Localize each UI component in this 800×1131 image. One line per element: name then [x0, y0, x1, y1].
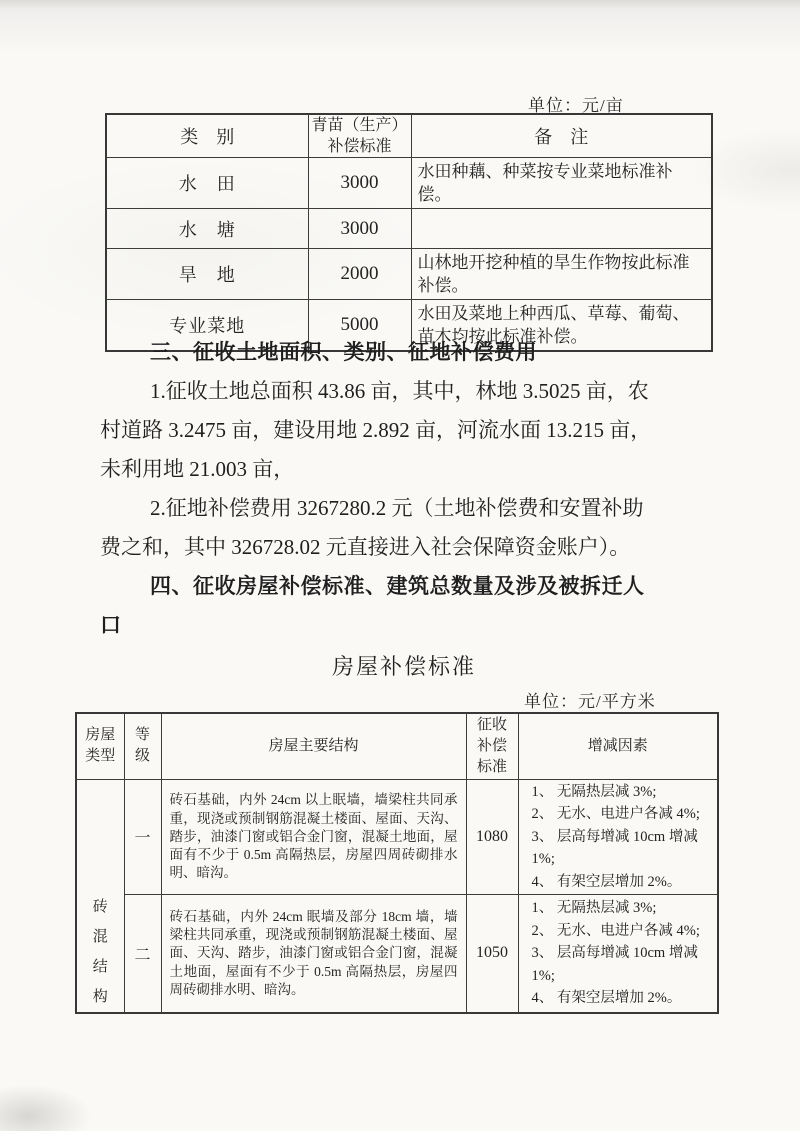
house-structure-description: 砖石基础，内外 24cm 以上眠墙，墙梁柱共同承重，现浇或预制钢筋混凝土楼面、屋面、天沟、踏步，油漆门窗或铝合金门窗，混凝土地面，屋面有不少于 0.5m 高隔热层，房屋四周砖砌排水明、暗沟。: [161, 779, 466, 895]
house-header-grade: 等级: [124, 713, 161, 779]
unit-label-yuan-per-sqm: 单位：元/平方米: [524, 692, 656, 711]
house-compensation-table: [75, 712, 719, 1014]
table-row: [106, 158, 712, 209]
unit-label-yuan-per-mu: 单位：元/亩: [528, 96, 624, 115]
section3-heading: 三、征收土地面积、类别、征地补偿费用: [150, 340, 537, 364]
crop-standard: 5000: [308, 300, 411, 352]
paragraph1-line2: 村道路 3.2475 亩，建设用地 2.892 亩，河流水面 13.215 亩，: [100, 418, 652, 442]
house-header-factors: 增减因素: [518, 713, 718, 779]
house-standard-value: 1050: [466, 895, 518, 1013]
house-grade: 二: [124, 895, 161, 1013]
house-header-structure: 房屋主要结构: [161, 713, 466, 779]
crop-standard: 3000: [308, 209, 411, 249]
house-grade: 一: [124, 779, 161, 895]
crop-remark: [411, 209, 712, 249]
crop-header-category: 类 别: [106, 114, 308, 158]
house-header-standard: 征收补偿标准: [466, 713, 518, 779]
house-table-title: 房屋补偿标准: [331, 654, 476, 679]
house-structure-description: 砖石基础，内外 24cm 眠墙及部分 18cm 墙，墙梁柱共同承重，现浇或预制钢筋混凝土楼面、屋面、天沟、踏步，油漆门窗或铝合金门窗，混凝土地面，屋面有不少于 0.5m 高隔热层，房屋四周砖砌排水明、暗沟。: [161, 895, 466, 1013]
house-standard-value: 1080: [466, 779, 518, 895]
house-table-header-row: [76, 713, 718, 779]
paragraph2-line1: 2.征地补偿费用 3267280.2 元（土地补偿费和安置补助: [150, 496, 644, 520]
crop-header-remark: 备 注: [411, 114, 712, 158]
factor-item: 1、 无隔热层减 3%;: [531, 900, 657, 917]
paragraph1-line3: 未利用地 21.003 亩，: [100, 457, 295, 481]
crop-table-header-row: [106, 114, 712, 158]
section4-heading-line1: 四、征收房屋补偿标准、建筑总数量及涉及被拆迁人: [150, 574, 645, 598]
crop-header-standard-line2: 补偿标准: [327, 138, 392, 155]
crop-category: 水 塘: [106, 209, 308, 249]
crop-header-standard-line1: 青苗（生产）: [311, 117, 408, 134]
house-header-type: 房屋类型: [76, 713, 124, 779]
house-type-group-label: 砖混结构: [92, 898, 108, 1005]
crop-standard: 2000: [308, 249, 411, 300]
factor-item: 1、 无隔热层减 3%;: [531, 783, 657, 800]
crop-category: 水 田: [106, 158, 308, 209]
house-adjustment-factors: [518, 895, 718, 1013]
table-row: [76, 895, 718, 1013]
crop-remark: 水田及菜地上种西瓜、草莓、葡萄、苗木均按此标准补偿。: [411, 300, 712, 352]
paragraph2-line2: 费之和，其中 326728.02 元直接进入社会保障资金账户）。: [100, 535, 631, 559]
paragraph1-line1: 1.征收土地总面积 43.86 亩，其中，林地 3.5025 亩，农: [150, 379, 649, 403]
table-row: [76, 779, 718, 895]
crop-category: 专业菜地: [106, 300, 308, 352]
crop-category: 旱 地: [106, 249, 308, 300]
house-adjustment-factors: [518, 779, 718, 895]
factor-item: 3、 层高每增减 10cm 增减 1%;: [531, 945, 698, 984]
factor-item: 4、 有架空层增加 2%。: [531, 990, 682, 1007]
crop-compensation-table: [105, 113, 713, 352]
document-body-text: [100, 333, 708, 686]
crop-remark: 山林地开挖种植的旱生作物按此标准补偿。: [411, 249, 712, 300]
table-row: [106, 249, 712, 300]
crop-header-standard: [308, 114, 411, 158]
factor-item: 3、 层高每增减 10cm 增减 1%;: [531, 828, 698, 868]
factor-item: 2、 无水、电进户各减 4%;: [531, 922, 700, 939]
house-type-group-cell: [76, 779, 124, 1013]
section4-heading-line2: 口: [100, 613, 122, 637]
table-row: [106, 209, 712, 249]
crop-remark: 水田种藕、种菜按专业菜地标准补偿。: [411, 158, 712, 209]
crop-standard: 3000: [308, 158, 411, 209]
factor-item: 4、 有架空层增加 2%。: [531, 873, 682, 890]
factor-item: 2、 无水、电进户各减 4%;: [531, 806, 700, 823]
